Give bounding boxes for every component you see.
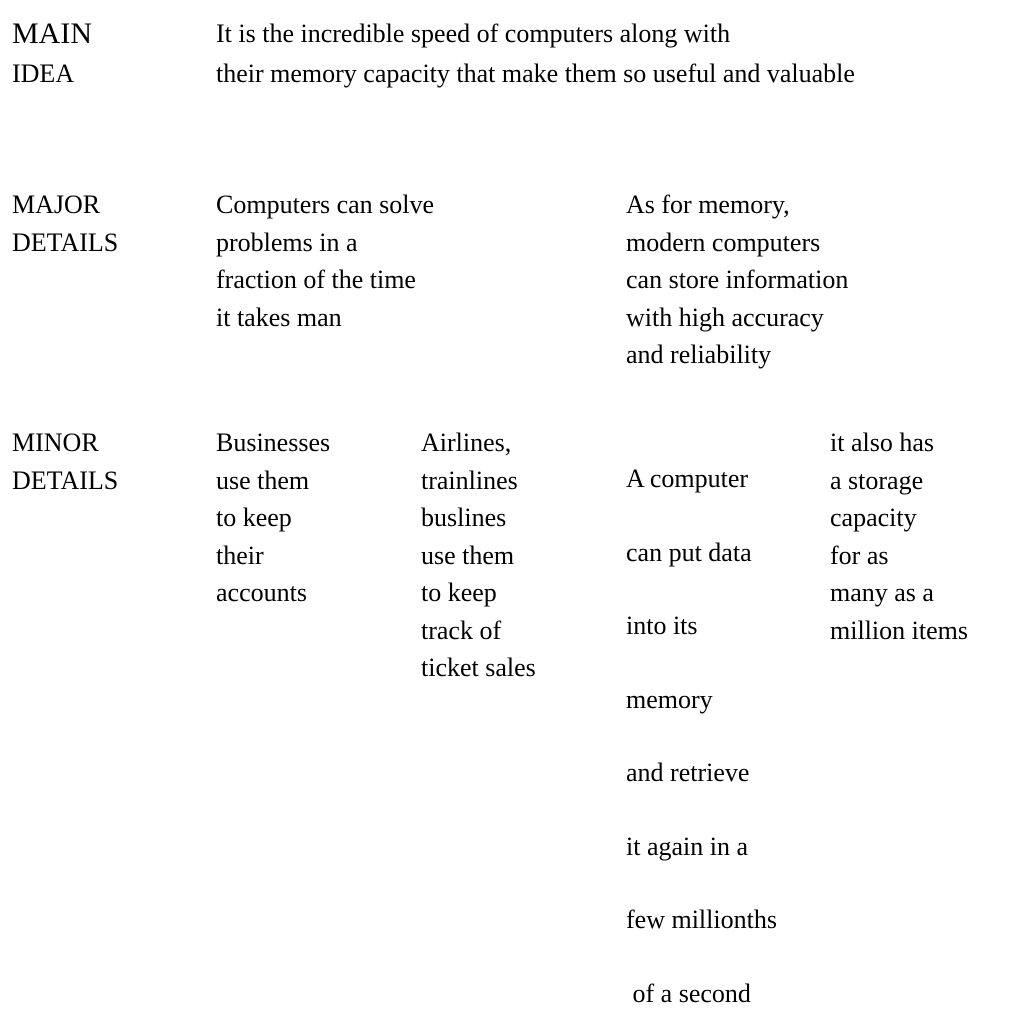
major-detail-memory [626,186,848,374]
minor-details-label-line: MINOR [12,428,99,457]
major-detail-line: As for memory, [626,190,790,219]
major-detail-line: can store information [626,265,849,294]
minor-detail-line: to keep [216,503,292,532]
minor-detail-line: Businesses [216,428,331,457]
major-detail-line: fraction of the time [216,265,416,294]
minor-detail-line: Airlines, [421,428,512,457]
minor-detail-line: million items [830,615,968,645]
main-idea-text-line: It is the incredible speed of computers along with [216,19,731,48]
minor-details-label [12,424,118,499]
minor-detail-line: trainlines [421,465,518,495]
minor-detail-line: and retrieve [626,758,750,787]
minor-detail-line: memory [626,684,713,714]
minor-detail-line: for as [830,540,889,570]
major-detail-speed [216,186,434,336]
minor-detail-line: A computer [626,464,749,493]
major-details-label-line: MAJOR [12,190,101,219]
minor-detail-line: use them [421,540,515,570]
main-idea-label-line: IDEA [12,59,75,88]
major-detail-line: Computers can solve [216,190,435,219]
major-detail-line: with high accuracy [626,302,824,332]
main-idea-text-line: their memory capacity that make them so useful and valuable [216,59,855,88]
minor-detail-retrieval [626,424,777,1030]
minor-detail-line: into its [626,611,698,640]
minor-detail-airlines [421,424,536,687]
minor-detail-line: ticket sales [421,653,536,682]
main-idea-text [216,14,855,94]
major-detail-line: it takes man [216,302,342,332]
minor-detail-line: can put data [626,537,752,567]
major-detail-line: modern computers [626,227,821,257]
minor-detail-line: capacity [830,503,917,532]
minor-details-label-line: DETAILS [12,465,119,495]
minor-detail-storage [830,424,968,649]
minor-detail-line: use them [216,465,310,495]
main-idea-label [12,14,92,94]
minor-detail-line: it again in a [626,831,749,861]
minor-detail-line: buslines [421,503,507,532]
major-detail-line: and reliability [626,340,772,369]
minor-detail-line: of a second [626,978,751,1008]
minor-detail-line: a storage [830,465,924,495]
main-idea-label-line: MAIN [12,17,92,50]
minor-detail-line: to keep [421,578,497,607]
minor-detail-businesses [216,424,330,612]
minor-detail-line: accounts [216,578,307,607]
minor-detail-line: it also has [830,428,934,457]
major-details-label [12,186,118,261]
major-detail-line: problems in a [216,227,358,257]
minor-detail-line: few millionths [626,905,777,934]
minor-detail-line: their [216,540,264,570]
minor-detail-line: track of [421,615,502,645]
minor-detail-line: many as a [830,578,934,607]
major-details-label-line: DETAILS [12,227,119,257]
